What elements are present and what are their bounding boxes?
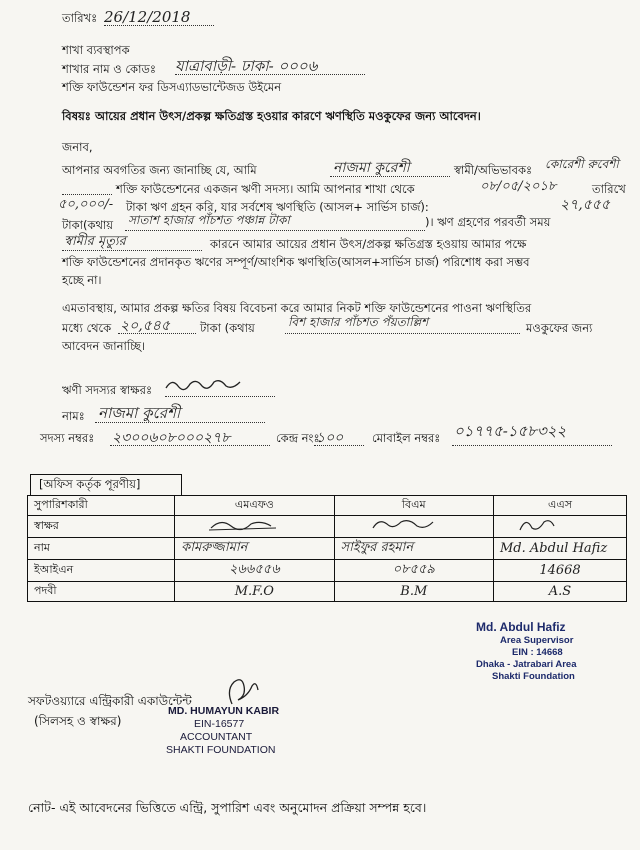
branch-name-value: যাত্রাবাড়ী- ঢাকা- ০০০৬ bbox=[175, 57, 318, 75]
p1-b: স্বামী/অভিভাবকঃ bbox=[454, 163, 533, 177]
member-name-label: নামঃ bbox=[62, 409, 85, 423]
as-ein: 14668 bbox=[494, 560, 627, 582]
acct-stamp-ein: EIN-16577 bbox=[194, 718, 245, 730]
p1-g: )। ঋণ গ্রহণের পরবর্তী সময় bbox=[425, 215, 551, 229]
member-name-line bbox=[330, 176, 450, 177]
p1-e: টাকা ঋণ গ্রহন করি, যার সর্বশেষ ঋণস্থিতি (আসল+ সার্ভিস চার্জ): bbox=[126, 200, 429, 214]
as-stamp-title: Area Supervisor bbox=[500, 635, 574, 646]
member-sign-label: ঋণী সদস্যর স্বাক্ষরঃ bbox=[62, 383, 153, 397]
header-mfo: এমএফও bbox=[175, 496, 334, 516]
member-number-line bbox=[110, 445, 270, 446]
reason-hw: স্বামীর মৃত্যুর bbox=[64, 234, 126, 249]
mfo-designation: M.F.O bbox=[175, 582, 334, 602]
balance-words-line bbox=[125, 230, 425, 231]
p1-a: আপনার অবগতির জন্য জানাচ্ছি যে, আমি bbox=[62, 163, 257, 177]
header-recommender: সুপারিশকারী bbox=[28, 496, 175, 516]
table-row bbox=[28, 516, 627, 538]
member-name-value: নাজমা কুরেশী bbox=[98, 404, 181, 422]
loan-date-hw: ০৮/০৫/২০১৮ bbox=[480, 179, 557, 194]
bm-signature bbox=[334, 516, 493, 538]
salutation: জনাব, bbox=[62, 140, 93, 154]
p2-d: মওকুফের জন্য bbox=[526, 321, 593, 335]
center-line bbox=[314, 445, 364, 446]
bm-name: সাইফুর রহমান bbox=[334, 538, 493, 560]
p2-a: এমতাবস্থায়, আমার প্রকল্প ক্ষতির বিষয় বিবেচনা করে আমার নিকট শক্তি ফাউন্ডেশনের পাওনা ঋণস্থিতির bbox=[62, 301, 532, 315]
mobile-value: ০১৭৭৫-১৫৮৩২২ bbox=[454, 422, 567, 440]
member-sign-line bbox=[165, 396, 275, 397]
balance-words-hw: সাতাশ হাজার পাঁচশত পঞ্চান্ন টাকা bbox=[128, 213, 290, 227]
p1-d: তারিখে bbox=[592, 182, 626, 196]
member-number-label: সদস্য নম্বরঃ bbox=[40, 431, 95, 445]
p1-h: কারনে আমার আয়ের প্রধান উৎস/প্রকল্প ক্ষতিগ্রস্ত হওয়ায় আমার পক্ষে bbox=[210, 237, 527, 251]
date-line bbox=[104, 25, 214, 26]
member-signature bbox=[164, 374, 244, 394]
p2-e: আবেদন জানাচ্ছি। bbox=[62, 339, 146, 353]
guardian-name-hw: কোরেশী রুবেশী bbox=[545, 157, 619, 171]
mfo-ein: ২৬৬৫৫৬ bbox=[175, 560, 334, 582]
center-value: ১০০ bbox=[316, 430, 344, 446]
table-header-row bbox=[28, 496, 627, 516]
bm-ein: ০৮৫৫৯ bbox=[334, 560, 493, 582]
mfo-name: কামরুজ্জামান bbox=[175, 538, 334, 560]
waive-amount-line bbox=[118, 333, 196, 334]
p2-c: টাকা (কথায় bbox=[200, 321, 255, 335]
header-bm: বিএম bbox=[334, 496, 493, 516]
p1-i: শক্তি ফাউন্ডেশনের প্রদানকৃত ঋণের সম্পূর্ণ/আংশিক ঋণস্থিতি(আসল+সার্ভিস চার্জ) পরিশোধ করা সম্ভব bbox=[62, 255, 530, 269]
as-stamp-name: Md. Abdul Hafiz bbox=[476, 620, 566, 634]
header-as: এএস bbox=[494, 496, 627, 516]
mobile-line bbox=[452, 445, 612, 446]
acct-stamp-name: MD. HUMAYUN KABIR bbox=[168, 705, 280, 717]
note: নোট- এই আবেদনের ভিত্তিতে এন্ট্রি, সুপারিশ এবং অনুমোদন প্রক্রিয়া সম্পন্ন হবে। bbox=[28, 800, 427, 815]
table-row bbox=[28, 582, 627, 602]
balance-hw: ২৭,৫৫৫ bbox=[560, 197, 610, 213]
reason-line bbox=[62, 250, 202, 251]
org-line: শক্তি ফাউন্ডেশন ফর ডিসএ্যাডভান্টেজড উইমেন bbox=[62, 80, 282, 94]
row-label-ein: ইআইএন bbox=[28, 560, 175, 582]
branch-line bbox=[175, 74, 365, 75]
waive-words-line bbox=[285, 333, 520, 334]
branch-manager-label: শাখা ব্যবস্থাপক bbox=[62, 43, 130, 57]
software-line1: সফটওয়্যারে এন্ট্রিকারী একাউন্টেন্ট bbox=[28, 694, 192, 708]
mfo-signature bbox=[175, 516, 334, 538]
p1-c: শক্তি ফাউন্ডেশনের একজন ঋণী সদস্য। আমি আপনার শাখা থেকে bbox=[116, 182, 415, 196]
row-label-signature: স্বাক্ষর bbox=[28, 516, 175, 538]
acct-stamp-title: ACCOUNTANT bbox=[180, 731, 253, 743]
center-label: কেন্দ্র নংঃ bbox=[276, 431, 320, 445]
subject: বিষয়ঃ আয়ের প্রধান উৎস/প্রকল্প ক্ষতিগ্রস্ত হওয়ার কারণে ঋণস্থিতি মওকুফের জন্য আবেদন। bbox=[62, 109, 481, 123]
accountant-signature bbox=[222, 676, 262, 708]
p1-j: হচ্ছে না। bbox=[62, 273, 102, 287]
as-name: Md. Abdul Hafiz bbox=[494, 538, 627, 560]
date-label: তারিখঃ bbox=[62, 11, 98, 25]
row-label-designation: পদবী bbox=[28, 582, 175, 602]
as-stamp-org: Shakti Foundation bbox=[492, 671, 575, 682]
row-label-name: নাম bbox=[28, 538, 175, 560]
as-designation: A.S bbox=[494, 582, 627, 602]
member-name-line2 bbox=[95, 422, 265, 423]
as-stamp-area: Dhaka - Jatrabari Area bbox=[476, 659, 577, 670]
table-row bbox=[28, 538, 627, 560]
waive-words-hw: বিশ হাজার পাঁচশত পঁয়তাল্লিশ bbox=[288, 315, 429, 329]
loan-amount-hw: ৫০,০০০/- bbox=[58, 197, 114, 212]
as-stamp-ein: EIN : 14668 bbox=[512, 647, 563, 658]
office-table bbox=[27, 495, 627, 602]
waive-amount-hw: ২০,৫৪৫ bbox=[120, 318, 170, 334]
office-title: [অফিস কর্তৃক পূরণীয়] bbox=[39, 477, 141, 491]
as-signature bbox=[494, 516, 627, 538]
table-row bbox=[28, 560, 627, 582]
office-title-box bbox=[30, 474, 182, 495]
mobile-label: মোবাইল নম্বরঃ bbox=[372, 431, 441, 445]
date-value: 26/12/2018 bbox=[104, 8, 191, 26]
p1-f: টাকা(কথায় bbox=[62, 218, 114, 232]
member-name-hw: নাজমা কুরেশী bbox=[333, 160, 410, 176]
bm-designation: B.M bbox=[334, 582, 493, 602]
p2-b: মধ্যে থেকে bbox=[62, 321, 112, 335]
acct-stamp-org: SHAKTI FOUNDATION bbox=[166, 744, 276, 756]
member-number-value: ২৩০০৬০৮০০০২৭৮ bbox=[112, 430, 231, 446]
branch-name-label: শাখার নাম ও কোডঃ bbox=[62, 62, 157, 76]
software-line2: (সিলসহ ও স্বাক্ষর) bbox=[34, 714, 122, 728]
